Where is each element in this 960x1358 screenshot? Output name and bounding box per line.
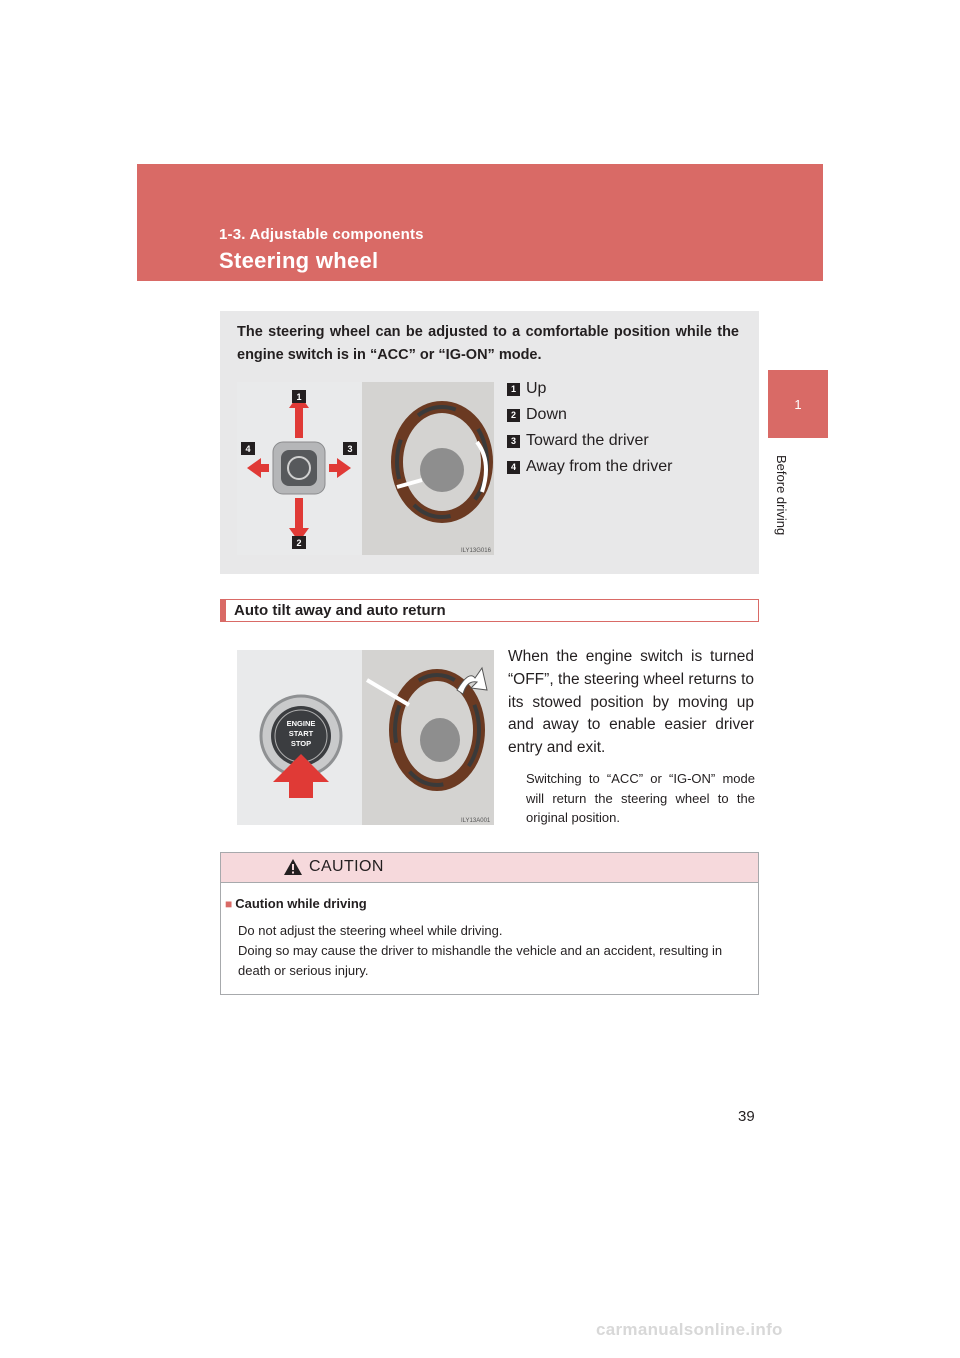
- figure-code: ILY13G016: [461, 548, 491, 554]
- figure-code: ILY13A001: [461, 818, 491, 824]
- legend-item: [507, 454, 672, 480]
- svg-text:3: 3: [347, 444, 353, 454]
- legend-item: [507, 376, 672, 402]
- legend-number: 2: [507, 409, 520, 422]
- svg-text:4: 4: [245, 444, 251, 454]
- button-text-stop: STOP: [290, 739, 312, 748]
- caution-subheading-text: Caution while driving: [235, 896, 367, 911]
- auto-tilt-note: Switching to “ACC” or “IG-ON” mode will return the steering wheel to the original position.: [526, 771, 755, 825]
- auto-tilt-illustration: [237, 650, 494, 825]
- caution-box: [220, 852, 759, 995]
- page-title: Steering wheel: [219, 248, 379, 273]
- steering-adjust-figure: [237, 382, 494, 555]
- chapter-tab[interactable]: [768, 370, 828, 438]
- caution-body-line: Do not adjust the steering wheel while driving.: [238, 923, 503, 938]
- legend-label: Toward the driver: [526, 432, 649, 449]
- watermark[interactable]: carmanualsonline.info: [596, 1320, 783, 1339]
- caution-title: CAUTION: [309, 858, 384, 875]
- caution-body: [238, 921, 758, 981]
- warning-triangle-icon: [283, 858, 303, 876]
- caution-body-line: Doing so may cause the driver to mishandle the vehicle and an accident, resulting in death or serious injury.: [238, 943, 723, 978]
- steering-adjust-illustration: [237, 382, 494, 555]
- svg-text:1: 1: [296, 392, 302, 402]
- button-text-engine: ENGINE: [286, 719, 316, 728]
- legend-label: Up: [526, 380, 547, 397]
- intro-text: The steering wheel can be adjusted to a comfortable position while the engine switch is in “ACC” or “IG-ON” mode.: [237, 324, 739, 363]
- legend-label: Away from the driver: [526, 458, 673, 475]
- caution-header: [221, 853, 758, 883]
- caution-subheading: [225, 896, 367, 911]
- section-label: 1-3. Adjustable components: [219, 226, 424, 243]
- svg-text:2: 2: [296, 538, 302, 548]
- auto-tilt-body: When the engine switch is turned “OFF”, the steering wheel returns to its stowed position by moving up and away to enable easier driver entry and exit.: [508, 648, 754, 757]
- button-text-start: START: [288, 729, 314, 738]
- chapter-label: Before driving: [774, 455, 789, 536]
- legend-item: [507, 428, 672, 454]
- auto-tilt-heading: Auto tilt away and auto return: [234, 602, 446, 619]
- header-band: [137, 164, 823, 281]
- legend-number: 4: [507, 461, 520, 474]
- page-number: 39: [738, 1108, 755, 1125]
- legend-label: Down: [526, 406, 567, 423]
- legend-number: 1: [507, 383, 520, 396]
- auto-tilt-heading-box: [220, 599, 759, 622]
- square-bullet-icon: ■: [225, 897, 233, 911]
- chapter-number: 1: [794, 396, 802, 412]
- intro-box: [220, 311, 759, 574]
- auto-tilt-figure: [237, 650, 494, 825]
- legend-number: 3: [507, 435, 520, 448]
- adjust-legend: [507, 376, 672, 480]
- legend-item: [507, 402, 672, 428]
